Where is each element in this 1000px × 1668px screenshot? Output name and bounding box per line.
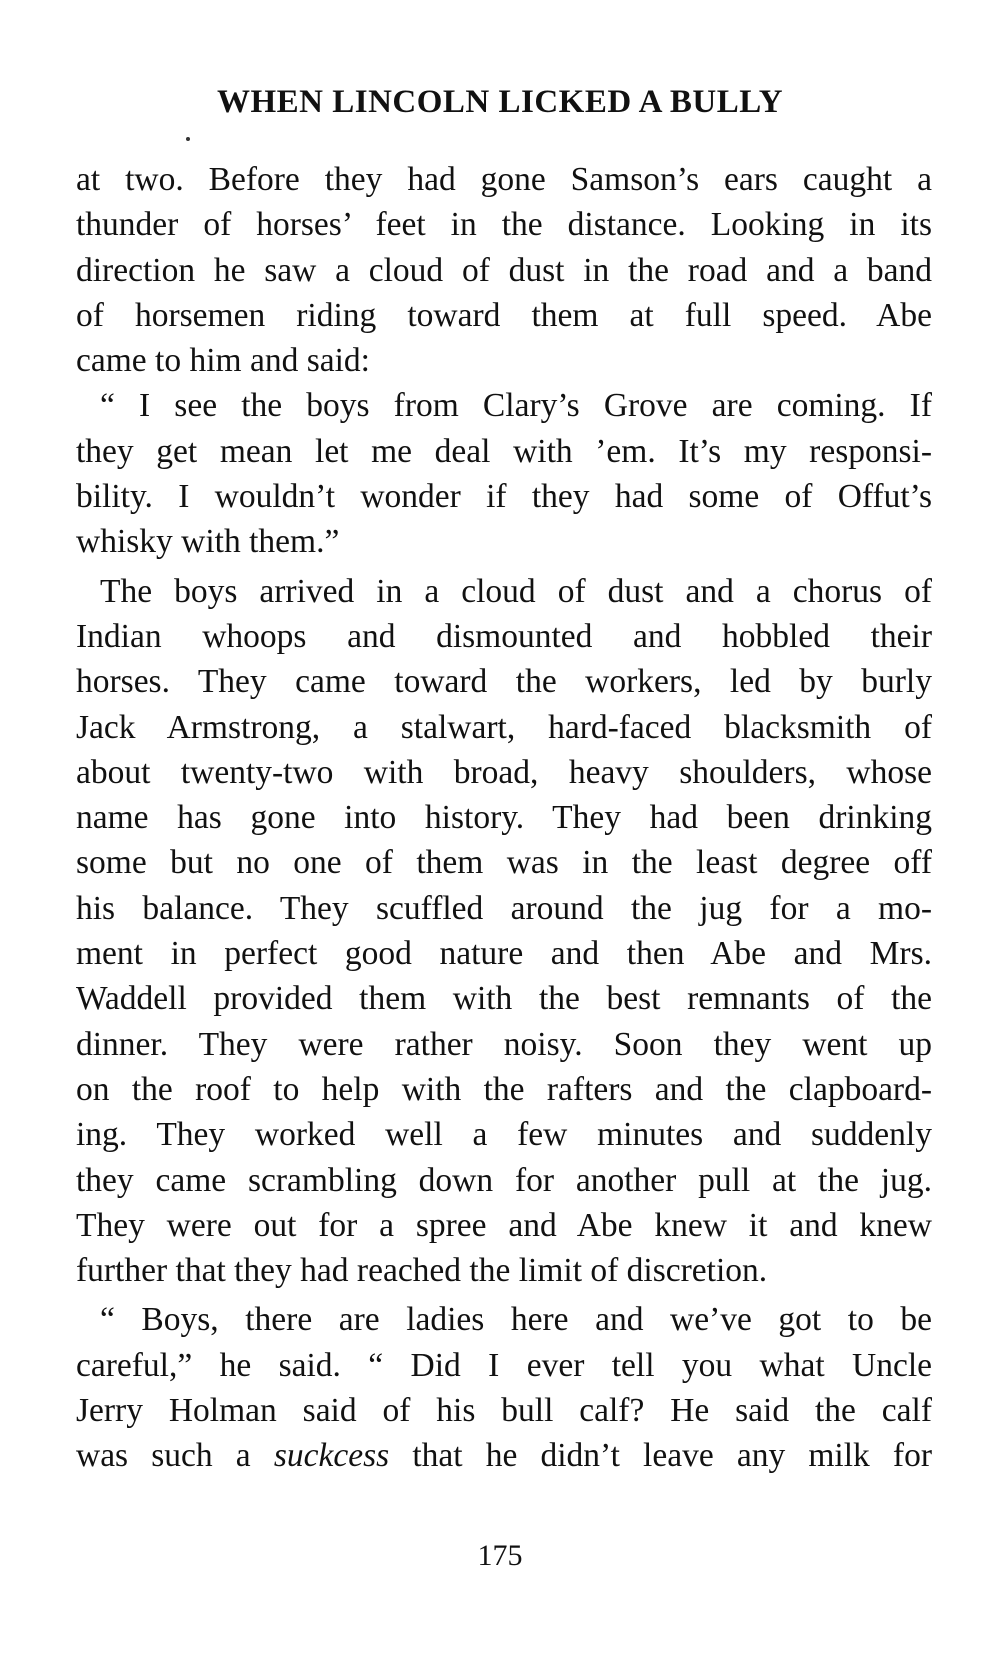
text-line-segment: that he didn’t leave any milk for	[389, 1437, 932, 1475]
ink-speck	[186, 137, 190, 141]
text-line: ment in perfect good nature and then Abe and Mrs.	[76, 935, 932, 973]
text-line: at two. Before they had gone Samson’s ears caught a	[76, 161, 932, 198]
text-line: careful,” he said. “ Did I ever tell you what Uncle	[76, 1346, 932, 1384]
page-number: 175	[477, 1539, 523, 1572]
text-line: Jerry Holman said of his bull calf? He said the calf	[76, 1392, 932, 1430]
text-line: whisky with them.”	[76, 523, 340, 561]
text-line: thunder of horses’ feet in the distance. Looking in its	[76, 206, 932, 244]
body-text	[76, 157, 932, 1479]
text-line: Waddell provided them with the best remnants of the	[76, 980, 932, 1018]
emphasized-word: suckcess	[273, 1437, 390, 1475]
text-line: “ Boys, there are ladies here and we’ve got to be	[100, 1301, 932, 1339]
text-line: “ I see the boys from Clary’s Grove are coming. If	[100, 387, 932, 425]
text-line: Indian whoops and dismounted and hobbled their	[76, 617, 932, 655]
text-line: They were out for a spree and Abe knew it and knew	[76, 1206, 932, 1244]
text-line: about twenty-two with broad, heavy shoulders, whose	[76, 753, 932, 791]
text-line: of horsemen riding toward them at full speed. Abe	[76, 296, 932, 334]
text-line: his balance. They scuffled around the jug for a mo-	[76, 889, 932, 927]
text-line: ing. They worked well a few minutes and suddenly	[76, 1116, 932, 1154]
text-line: they get mean let me deal with ’em. It’s my responsi-	[76, 432, 932, 470]
text-line: name has gone into history. They had been drinking	[76, 799, 932, 837]
text-line: dinner. They were rather noisy. Soon they went up	[76, 1025, 932, 1063]
text-line-segment: was such a	[76, 1437, 274, 1475]
text-line: some but no one of them was in the least degree off	[76, 844, 932, 882]
text-line: bility. I wouldn’t wonder if they had some of Offut’s	[76, 478, 932, 516]
text-line	[76, 1433, 932, 1478]
text-line: The boys arrived in a cloud of dust and a chorus of	[100, 572, 932, 610]
text-line: on the roof to help with the rafters and the clapboard-	[76, 1070, 932, 1108]
running-head: WHEN LINCOLN LICKED A BULLY	[216, 84, 784, 120]
text-line: came to him and said:	[76, 342, 370, 380]
text-line: Jack Armstrong, a stalwart, hard-faced blacksmith of	[76, 708, 932, 746]
text-line: further that they had reached the limit of discretion.	[76, 1252, 768, 1290]
text-line: direction he saw a cloud of dust in the road and a band	[76, 251, 932, 289]
text-line: horses. They came toward the workers, led by burly	[76, 663, 932, 701]
text-line: they came scrambling down for another pull at the jug.	[76, 1161, 932, 1199]
